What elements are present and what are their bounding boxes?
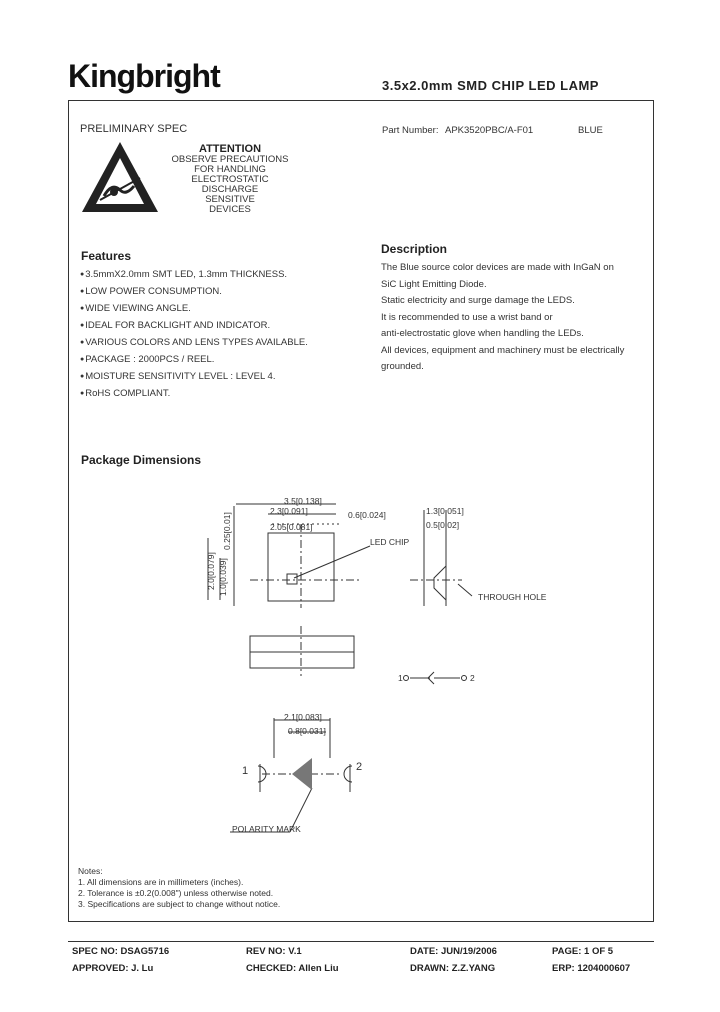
attention-line: FOR HANDLING — [194, 164, 266, 175]
description-line: grounded. — [381, 361, 424, 372]
list-item: ● PACKAGE : 2000PCS / REEL. — [80, 351, 308, 368]
footer-divider — [68, 941, 654, 942]
part-color: BLUE — [578, 125, 603, 136]
attention-line: DEVICES — [209, 204, 251, 215]
spec-status: PRELIMINARY SPEC — [80, 123, 188, 135]
list-item: ● RoHS COMPLIANT. — [80, 385, 308, 402]
dim-label: 0.5[0.02] — [426, 520, 460, 530]
features-list — [80, 266, 308, 402]
through-hole-label: THROUGH HOLE — [478, 592, 547, 602]
attention-line: OBSERVE PRECAUTIONS — [171, 154, 289, 165]
attention-line: ELECTROSTATIC — [191, 174, 269, 185]
pin-1-label: 1 — [242, 765, 249, 777]
list-item: ● VARIOUS COLORS AND LENS TYPES AVAILABLE. — [80, 334, 308, 351]
attention-line: DISCHARGE — [201, 184, 259, 195]
dim-label: 2.0[0.079] — [206, 552, 216, 590]
part-number: APK3520PBC/A-F01 — [445, 125, 534, 136]
part-number-label: Part Number: — [382, 125, 439, 136]
attention-block — [160, 143, 300, 215]
list-item: ● WIDE VIEWING ANGLE. — [80, 300, 308, 317]
dim-label: 2.05[0.081] — [270, 522, 313, 532]
company-logo: Kingbright — [68, 58, 220, 94]
description-line: Static electricity and surge damage the LEDS. — [381, 295, 575, 306]
notes-title: Notes: — [78, 866, 103, 876]
pin-2-label: 2 — [356, 761, 363, 773]
attention-line: SENSITIVE — [205, 194, 255, 205]
polarity-triangle — [292, 758, 312, 790]
page-number: PAGE: 1 OF 5 — [552, 946, 614, 957]
description-heading: Description — [381, 242, 448, 256]
description-text — [381, 260, 643, 376]
note-line: 2. Tolerance is ±0.2(0.008") unless otherwise noted. — [78, 888, 274, 898]
list-item: ● MOISTURE SENSITIVITY LEVEL : LEVEL 4. — [80, 368, 308, 385]
description-line: It is recommended to use a wrist band or — [381, 311, 553, 323]
erp-number: ERP: 1204000607 — [552, 963, 631, 974]
features-heading: Features — [81, 249, 132, 263]
led-chip-label: LED CHIP — [370, 537, 410, 547]
symbol-pin-label: 2 — [470, 673, 475, 683]
note-line: 3. Specifications are subject to change without notice. — [78, 899, 281, 909]
dim-label: 0.25[0.01] — [222, 512, 232, 550]
drawn-by: DRAWN: Z.Z.YANG — [410, 963, 496, 974]
description-line: anti-electrostatic glove when handling the LEDs. — [381, 328, 584, 339]
note-line: 1. All dimensions are in millimeters (inches). — [78, 877, 244, 887]
symbol-pin-label: 1 — [398, 673, 403, 683]
document-title: 3.5x2.0mm SMD CHIP LED LAMP — [382, 78, 599, 93]
attention-title: ATTENTION — [198, 143, 262, 155]
package-drawing — [190, 488, 547, 848]
description-line: All devices, equipment and machinery must be electrically — [381, 344, 625, 356]
dim-label: 1.0[0.039] — [218, 558, 228, 596]
approved-by: APPROVED: J. Lu — [72, 963, 154, 974]
package-heading: Package Dimensions — [81, 453, 202, 467]
dim-label: 1.3[0.051] — [426, 506, 464, 516]
list-item: ● IDEAL FOR BACKLIGHT AND INDICATOR. — [80, 317, 308, 334]
checked-by: CHECKED: Allen Liu — [246, 963, 339, 974]
description-line: The Blue source color devices are made with InGaN on — [381, 262, 614, 273]
spec-no: SPEC NO: DSAG5716 — [72, 946, 170, 957]
dim-label: 0.8[0.031] — [288, 726, 326, 736]
dim-label: 2.1[0.083] — [284, 712, 322, 722]
dim-label: 2.3[0.091] — [270, 506, 308, 516]
dim-label: 3.5[0.138] — [284, 496, 322, 506]
dim-label: 0.6[0.024] — [348, 510, 386, 520]
date: DATE: JUN/19/2006 — [410, 946, 497, 957]
esd-warning-icon — [80, 140, 160, 216]
polarity-mark-label: POLARITY MARK — [232, 824, 301, 834]
list-item: ● LOW POWER CONSUMPTION. — [80, 283, 308, 300]
rev-no: REV NO: V.1 — [246, 946, 302, 957]
notes — [78, 866, 280, 910]
list-item: ● 3.5mmX2.0mm SMT LED, 1.3mm THICKNESS. — [80, 266, 308, 283]
description-line: SiC Light Emitting Diode. — [381, 278, 487, 290]
